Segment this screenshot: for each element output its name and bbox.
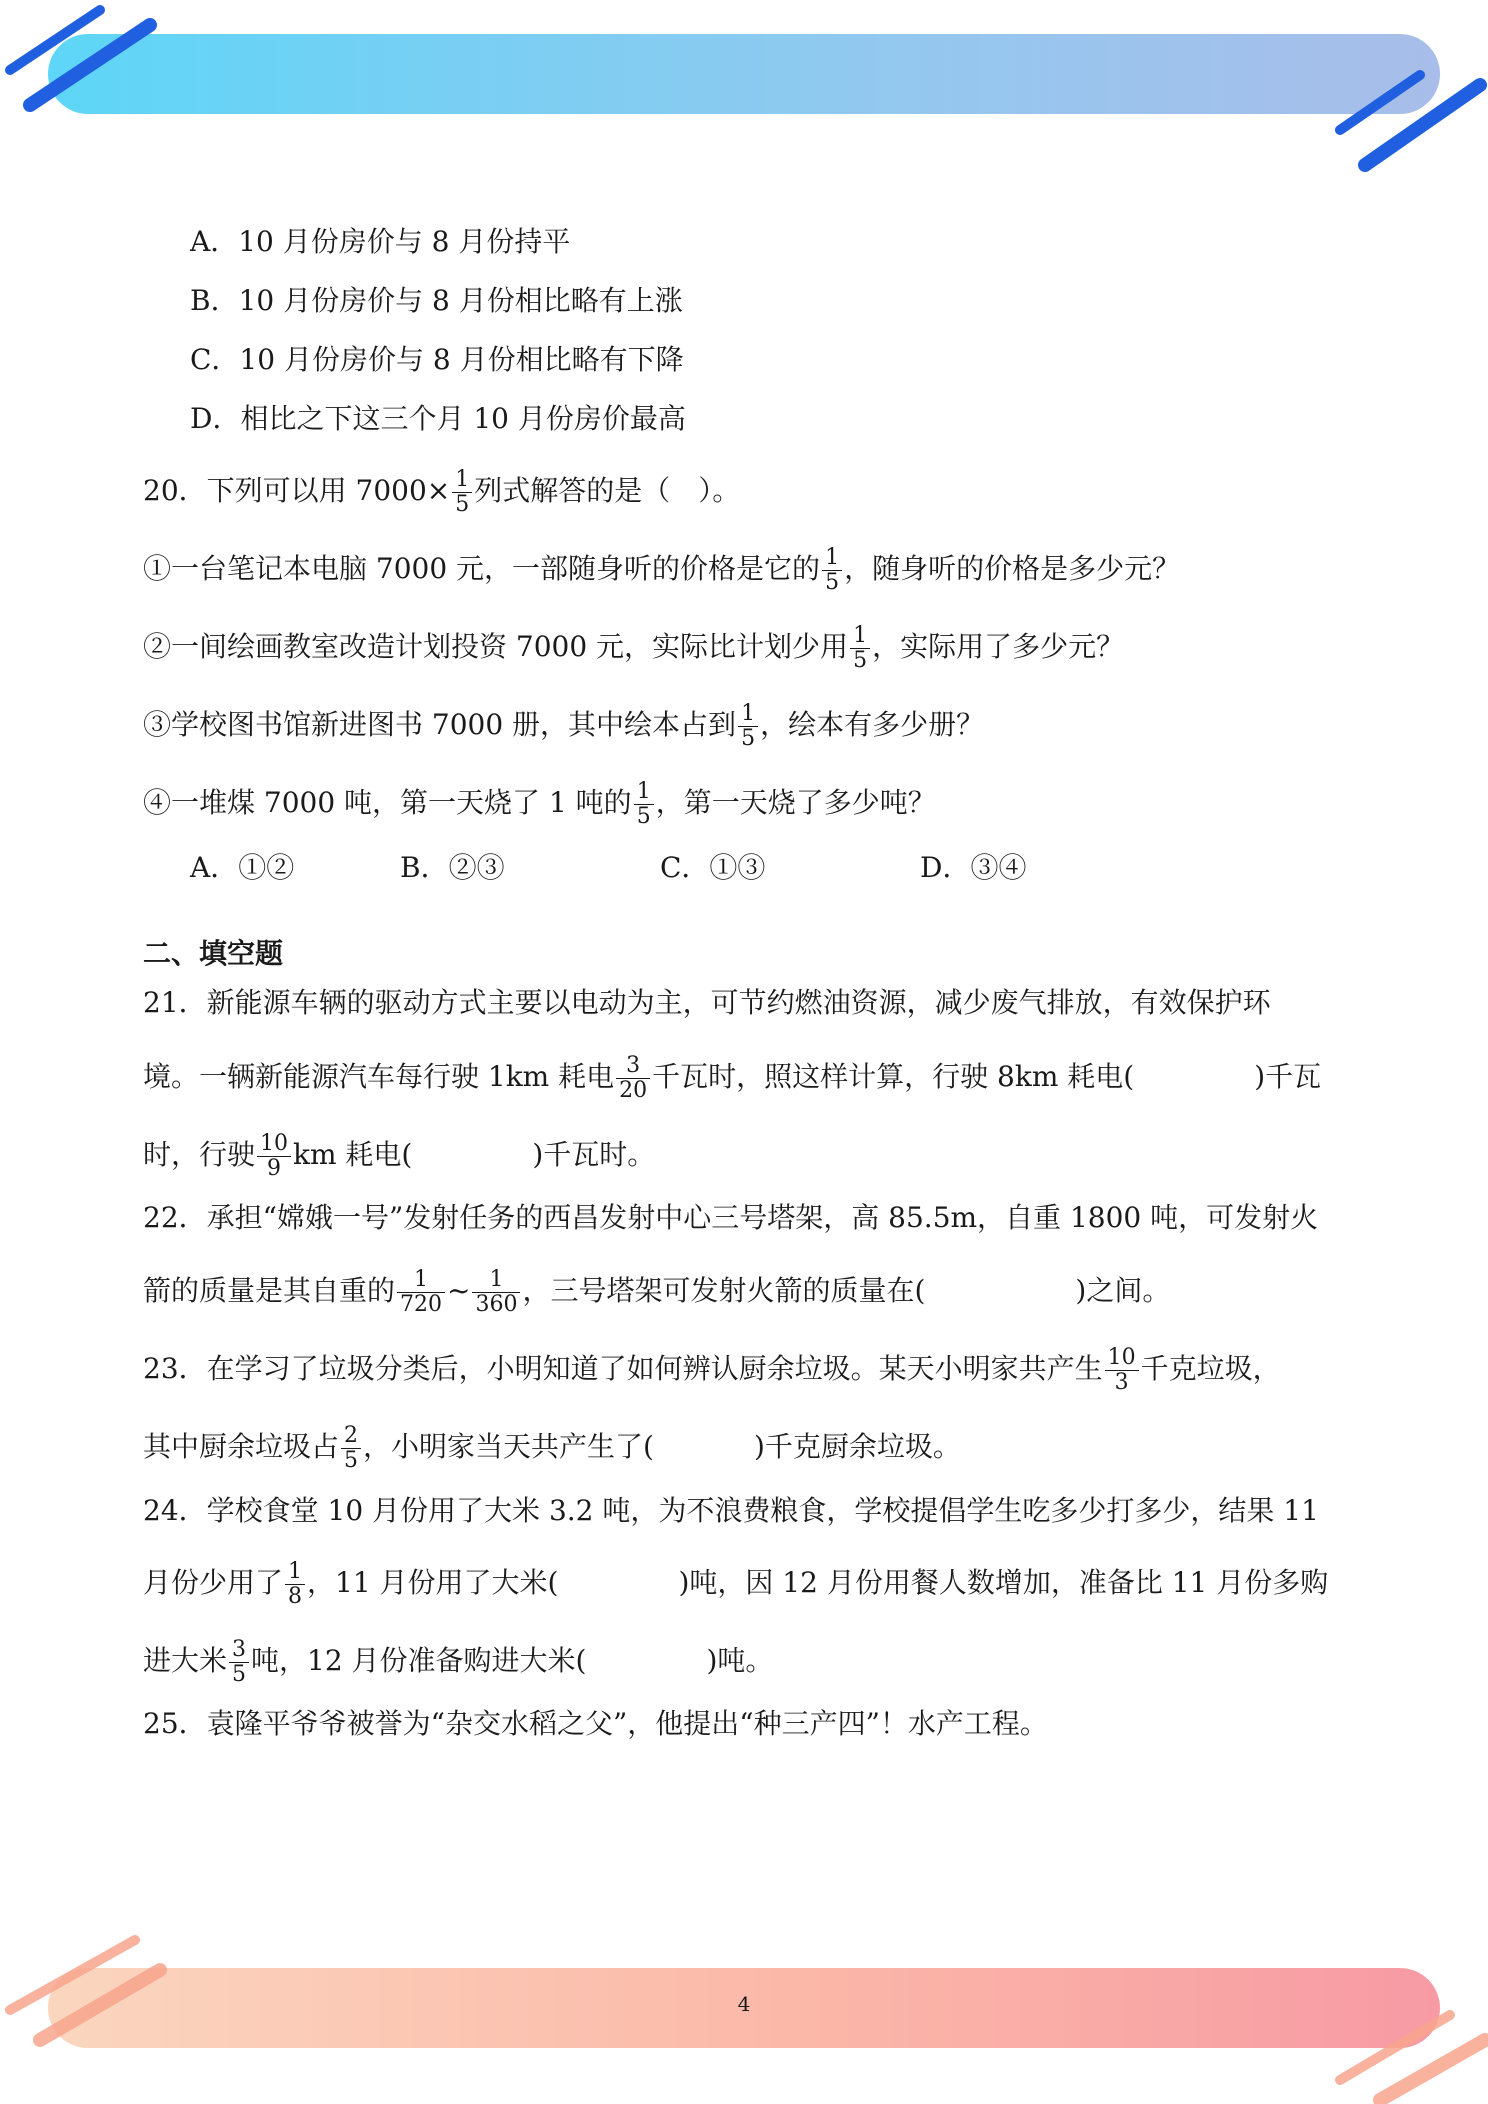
q19-option-d: D．相比之下这三个月 10 月份房价最高	[190, 402, 686, 435]
q21-line-1: 21．新能源车辆的驱动方式主要以电动为主，可节约燃油资源，减少废气排放，有效保护环	[143, 986, 1271, 1019]
q19-option-a: A．10 月份房价与 8 月份持平	[190, 225, 571, 258]
q20-option-b: B．②③	[400, 851, 505, 884]
fraction-1-5: $\frac{1}{5}$	[738, 702, 758, 751]
fraction-3-5: $\frac{3}{5}$	[229, 1638, 249, 1687]
q24-line-3: 进大米 $\frac{3}{5}$ 吨，12 月份准备购进大米( )吨。	[143, 1637, 774, 1687]
fraction-1-5: $\frac{1}{5}$	[822, 546, 842, 595]
fraction-1-8: $\frac{1}{8}$	[285, 1560, 305, 1609]
fraction-1-720: $\frac{1}{720}$	[397, 1268, 445, 1317]
fraction-10-9: $\frac{10}{9}$	[257, 1132, 291, 1181]
q20-option-d: D．③④	[920, 851, 1027, 884]
q23-line-1: 23．在学习了垃圾分类后，小明知道了如何辨认厨余垃圾。某天小明家共产生 $\frac{10}{3}$ 千克垃圾，	[143, 1345, 1281, 1395]
q20-item-2: ②一间绘画教室改造计划投资 7000 元，实际比计划少用 $\frac{1}{5}$ ，实际用了多少元？	[143, 623, 1125, 673]
q20-stem: 20．下列可以用 7000× $\frac{1}{5}$ 列式解答的是（ ）。	[143, 467, 741, 517]
q21-line-2: 境。一辆新能源汽车每行驶 1km 耗电 $\frac{3}{20}$ 千瓦时，照这样计算，行驶 8km 耗电( )千瓦	[143, 1053, 1322, 1103]
q22-line-1: 22．承担“嫦娥一号”发射任务的西昌发射中心三号塔架，高 85.5m，自重 1800 吨，可发射火	[143, 1201, 1319, 1234]
fraction-1-5: $\frac{1}{5}$	[850, 624, 870, 673]
q22-line-2: 箭的质量是其自重的 $\frac{1}{720}$ ~ $\frac{1}{360}$ ，三号塔架可发射火箭的质量在( )之间。	[143, 1267, 1171, 1317]
fraction-1-5: $\frac{1}{5}$	[634, 780, 654, 829]
q21-line-3: 时，行驶 $\frac{10}{9}$ km 耗电( )千瓦时。	[143, 1131, 656, 1181]
q23-line-2: 其中厨余垃圾占 $\frac{2}{5}$ ，小明家当天共产生了( )千克厨余垃圾。	[143, 1423, 961, 1473]
q24-line-1: 24．学校食堂 10 月份用了大米 3.2 吨，为不浪费粮食，学校提倡学生吃多少打多少，结果 11	[143, 1494, 1319, 1527]
q24-line-2: 月份少用了 $\frac{1}{8}$ ，11 月份用了大米( )吨，因 12 月份用餐人数增加，准备比 11 月份多购	[143, 1559, 1329, 1609]
fraction-1-5: $\frac{1}{5}$	[452, 468, 472, 517]
fraction-10-3: $\frac{10}{3}$	[1105, 1346, 1139, 1395]
section-title: 二、填空题	[143, 937, 284, 970]
q20-item-3: ③学校图书馆新进图书 7000 册，其中绘本占到 $\frac{1}{5}$ ，绘本有多少册？	[143, 701, 985, 751]
fraction-2-5: $\frac{2}{5}$	[341, 1424, 361, 1473]
q19-option-c: C．10 月份房价与 8 月份相比略有下降	[190, 343, 684, 376]
q25-line-1: 25．袁隆平爷爷被誉为“杂交水稻之父”，他提出“种三产四”！水产工程。	[143, 1707, 1048, 1740]
q20-option-c: C．①③	[660, 851, 766, 884]
q20-item-4: ④一堆煤 7000 吨，第一天烧了 1 吨的 $\frac{1}{5}$ ，第一天烧了多少吨？	[143, 779, 936, 829]
fraction-3-20: $\frac{3}{20}$	[616, 1054, 650, 1103]
fraction-1-360: $\frac{1}{360}$	[472, 1268, 520, 1317]
q19-option-b: B．10 月份房价与 8 月份相比略有上涨	[190, 284, 683, 317]
q20-item-1: ①一台笔记本电脑 7000 元，一部随身听的价格是它的 $\frac{1}{5}$ ，随身听的价格是多少元？	[143, 545, 1181, 595]
page-number: 4	[737, 1992, 751, 2016]
q20-option-a: A．①②	[190, 851, 295, 884]
